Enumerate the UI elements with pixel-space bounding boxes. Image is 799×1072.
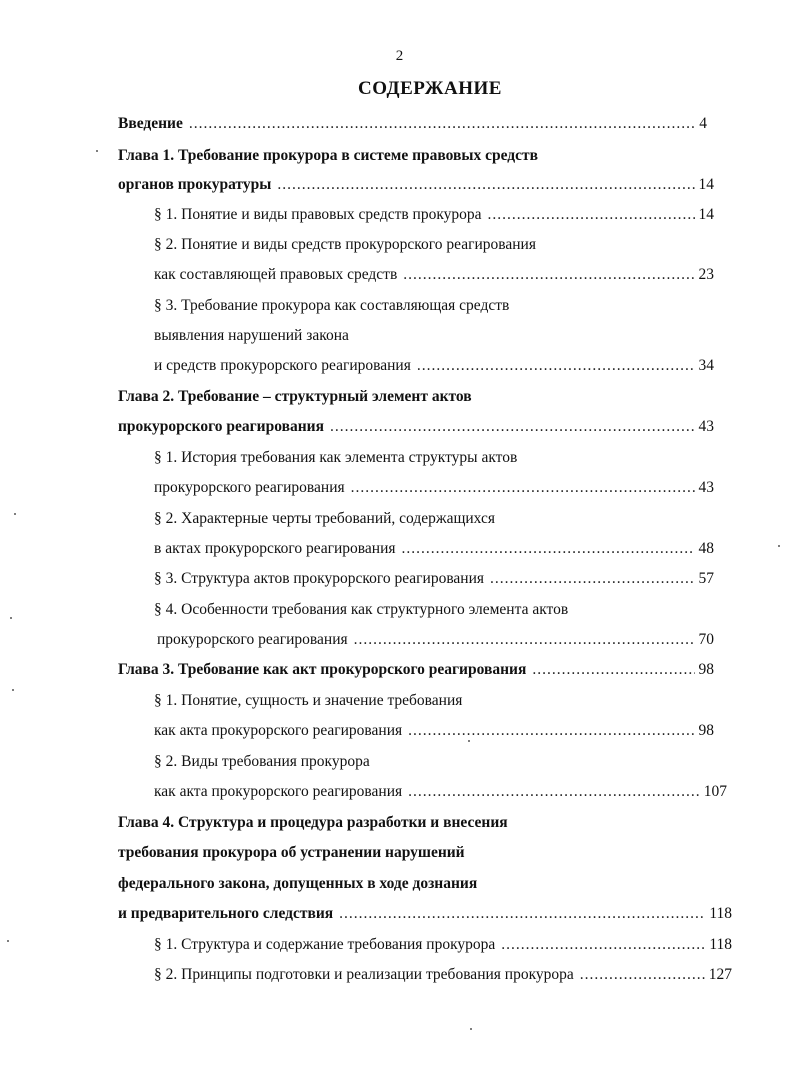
toc-entry-page: 57 [698,570,714,587]
toc-entry [118,811,508,835]
toc-entry-text: § 3. Структура актов прокурорского реагирования [154,570,485,587]
leader-dots [354,628,695,652]
toc-entry [154,780,727,804]
toc-entry [118,658,714,682]
scan-speck [778,545,780,547]
leader-dots [501,933,705,957]
toc-entry-page: 23 [698,266,714,283]
toc-title: СОДЕРЖАНИЕ [358,78,502,99]
toc-entry-page: 70 [698,631,714,648]
toc-entry [154,263,714,287]
toc-entry-page: 34 [698,357,714,374]
toc-entry-text: § 1. Понятие, сущность и значение требования [154,692,463,709]
toc-entry-text: как акта прокурорского реагирования [154,722,403,739]
toc-entry [118,872,477,896]
toc-entry [118,841,465,865]
leader-dots [339,902,705,926]
scan-speck [7,940,9,942]
scan-speck [468,740,470,742]
toc-entry-page: 98 [698,661,714,678]
toc-entry-text: § 1. Структура и содержание требования прокурора [154,936,496,953]
scan-speck [12,689,14,691]
leader-dots [580,963,705,987]
toc-entry-text: прокурорского реагирования [118,418,324,435]
leader-dots [330,415,695,439]
toc-entry [118,902,732,926]
scan-speck [10,617,12,619]
leader-dots [532,658,694,682]
toc-entry-page: 43 [698,479,714,496]
toc-entry [154,750,370,774]
toc-entry-text: § 4. Особенности требования как структурного элемента актов [154,601,569,618]
toc-entry-text: § 2. Характерные черты требований, содержащихся [154,510,495,527]
leader-dots [402,537,695,561]
leader-dots [490,567,694,591]
toc-entry [154,203,714,227]
toc-entry-text: как акта прокурорского реагирования [154,783,403,800]
toc-entry [154,567,714,591]
toc-entry [154,598,568,622]
toc-entry-page: 14 [698,176,714,193]
toc-entry [154,294,509,318]
toc-entry-text: федерального закона, допущенных в ходе дознания [118,875,478,892]
leader-dots [351,476,695,500]
toc-entry-text: § 2. Виды требования прокурора [154,753,370,770]
toc-entry-text: Глава 2. Требование – структурный элемент актов [118,388,472,405]
toc-entry-text: выявления нарушений закона [154,327,349,344]
toc-entry-page: 118 [709,905,732,922]
toc-entry [154,476,714,500]
leader-dots [403,263,694,287]
toc-entry [118,144,538,168]
toc-entry-text: § 2. Принципы подготовки и реализации требования прокурора [154,966,574,983]
scan-speck [14,513,16,515]
toc-entry [154,324,349,348]
toc-entry [118,385,472,409]
toc-entry-text: Введение [118,115,183,132]
scan-speck [470,1028,472,1030]
toc-entry [157,628,714,652]
toc-entry-text: требования прокурора об устранении нарушений [118,844,465,861]
toc-entry-text: Глава 4. Структура и процедура разработки и внесения [118,814,508,831]
toc-entry-text: Глава 3. Требование как акт прокурорского реагирования [118,661,527,678]
toc-entry-page: 118 [709,936,732,953]
leader-dots [408,719,694,743]
toc-entry-page: 14 [698,206,714,223]
toc-entry [118,415,714,439]
toc-entry [154,354,714,378]
toc-entry-text: § 1. История требования как элемента структуры актов [154,449,518,466]
scan-speck [96,150,98,152]
toc-entry-text: § 1. Понятие и виды правовых средств прокурора [154,206,482,223]
toc-entry [118,112,707,136]
toc-entry [154,963,732,987]
toc-entry [118,173,714,197]
toc-entry-text: в актах прокурорского реагирования [154,540,396,557]
toc-entry-page: 4 [699,115,707,132]
toc-entry [154,537,714,561]
toc-entry-page: 43 [698,418,714,435]
toc-entry [154,933,732,957]
toc-entry-page: 98 [698,722,714,739]
toc-entry [154,719,714,743]
toc-entry-text: как составляющей правовых средств [154,266,398,283]
leader-dots [189,112,695,136]
toc-entry-page: 48 [698,540,714,557]
leader-dots [488,203,695,227]
toc-entry-text: § 3. Требование прокурора как составляющая средств [154,297,510,314]
toc-entry [154,446,517,470]
toc-entry-text: органов прокуратуры [118,176,272,193]
toc-entry [154,507,495,531]
toc-entry-text: § 2. Понятие и виды средств прокурорского реагирования [154,236,536,253]
toc-entry-page: 107 [703,783,727,800]
toc-entry-text: прокурорского реагирования [157,631,348,648]
toc-entry-text: и средств прокурорского реагирования [154,357,411,374]
toc-entry-text: прокурорского реагирования [154,479,345,496]
toc-entry [154,689,462,713]
toc-entry-text: Глава 1. Требование прокурора в системе правовых средств [118,147,538,164]
page-number: 2 [395,48,404,64]
toc-entry [154,233,536,257]
leader-dots [408,780,700,804]
leader-dots [417,354,695,378]
toc-entry-page: 127 [708,966,732,983]
leader-dots [277,173,694,197]
toc-entry-text: и предварительного следствия [118,905,334,922]
